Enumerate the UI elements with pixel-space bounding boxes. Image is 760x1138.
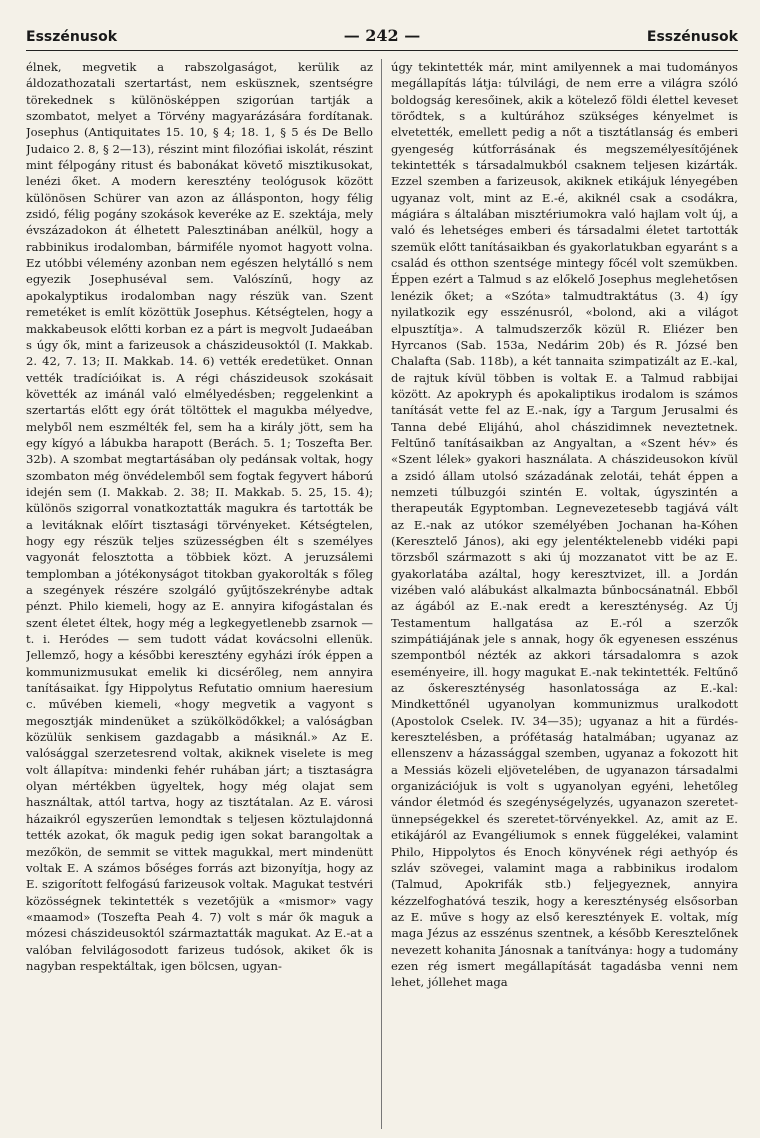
page-number: — 242 — bbox=[343, 26, 421, 45]
two-column-body bbox=[26, 59, 738, 1129]
header-right-title: Esszénusok bbox=[646, 29, 738, 45]
right-column bbox=[382, 59, 738, 1129]
running-header bbox=[26, 26, 738, 48]
left-column bbox=[26, 59, 382, 1129]
right-column-text: úgy tekintették már, mint amilyennek a mai tudományos megállapítás látja: túlvilági, de nem erre a világra szóló boldogság keresőinek, akik a kötelező földi élettel keveset törődtek, s a kultúrához szükséges kényelmet is elvetették, emellett pedig a nőt a tisztátlanság és emberi gyengeség kútforrásának és megszemélyesítőjének tekintették s társadalmukból csaknem teljesen kizárták. Ezzel szemben a farizeusok, akiknek etikájuk lényegében ugyanaz volt, mint az E.-é, akiknél csak a csodákra, mágiára s általában misztériumokra való hajlam volt új, a való és lehetséges emberi és társadalmi életet tartották szemük előtt tanításaikban és gyakorlatukban egyaránt s a család és otthon szentsége mintegy főcél volt szemükben. Éppen ezért a Talmud s az előkelő Josephus meglehetősen lenézik őket; a «Szóta» talmudtraktátus (3. 4) így nyilatkozik egy esszénusról, «bolond, aki a világot elpusztítja». A talmudszerzők közül R. Eliézer ben Hyrcanos (Sab. 153a, Nedárim 20b) és R. Józsé ben Chalafta (Sab. 118b), a két tannaita szimpatizált az E.-kal, de rajtuk kívül többen is voltak E. a Talmud rabbijai között. Az apokryph és apokaliptikus irodalom is számos tanítását vette fel az E.-nak, így a Targum Jerusalmi és Tanna debé Elijáhú, ahol chászidimnek neveztetnek. Feltűnő tanításaikban az Angyaltan, a «Szent hév» és «Szent lélek» gyakori használata. A chászideusokon kívül a zsidó állam utolsó századának zelotái, tehát éppen a nemzeti túlbuzgói szintén E. voltak, úgyszintén a therapeuták Egyptomban. Legnevezetesebb tagjává vált az E.-nak az utókor személyében Jochanan ha-Kóhen (Keresztelő János), aki egy jelentéktelenebb vidéki papi törzsből származott s aki új mozzanatot vitt be az E. gyakorlatába azáltal, hogy keresztvizet, ill. a Jordán vizében való alábukást alkalmazta bűnbocsánatnál. Ebből az ágából az E.-nak eredt a kereszténység. Az Új Testamentum hallgatása az E.-ról a szerzők szimpátiájának jele s annak, hogy ők egyenesen esszénus szempontból nézték az akkori társadalomra s azok eseményeire, ill. hogy magukat E.-nak tekintették. Feltűnő az őskereszténység hasonlatossága az E.-kal: Mindkettőnél ugyanolyan kommunizmus uralkodott (Apostolok Cselek. IV. 34—35); ugyanaz a hit a fürdés-keresztelésben, a prófétaság hatalmában; ugyanaz az ellenszenv a házassággal szemben, ugyanaz a fokozott hit a Messiás közeli eljövetelében, de ugyanazon társadalmi organizációjuk is volt s ugyanolyan egyéni, lehetőleg vándor életmód és szegénységelyzés, ugyanazon szeretet-ünnepségekkel és szeretet-törvényekkel. Az, amit az E. etikájáról az Evangéliumok s ennek függelékei, valamint Philo, Hippolytos és Enoch könyvének régi aethyóp és szláv szövegei, valamint maga a rabbinikus irodalom (Talmud, Apokrifák stb.) feljegyeznek, annyira kézzelfoghatóvá teszik, hogy a kereszténység elsősorban az E. műve s hogy az első keresztények E. voltak, míg maga Jézus az esszénus szentnek, a később Keresztelőnek nevezett kohanita Jánosnak a tanítványa: hogy a tudomány ezen rég ismert megállapítását tagadásba venni nem lehet, jóllehet maga bbox=[391, 60, 738, 990]
header-left-title: Esszénusok bbox=[26, 29, 118, 45]
header-rule bbox=[26, 50, 738, 51]
left-column-text: élnek, megvetik a rabszolgaságot, kerülik az áldozathozatali szertartást, nem esküsznek, szentségre törekednek s különösképpen szigorúan tartják a szombatot, melyet a Törvény magyarázására fordítanak. Josephus (Antiquitates 15. 10, § 4; 18. 1, § 5 és De Bello Judaico 2. 8, § 2—13), részint mint filozófiai iskolát, részint mint félpogány ritust és babonákat követő misztikusokat, lenézi őket. A modern keresztény teológusok között különösen Schürer van azon az állásponton, hogy félig zsidó, félig pogány szokások keveréke az E. szektája, mely évszázadokon át élhetett Palesztinában anélkül, hogy a rabbinikus irodalomban, bármiféle nyomot hagyott volna. Ez utóbbi vélemény azonban nem egészen helytálló s nem egyezik Josephuséval sem. Valószínű, hogy az apokalyptikus irodalomban nagy részük van. Szent remetéket is említ közöttük Josephus. Kétségtelen, hogy a makkabeusok előtti korban ez a párt is megvolt Judaeában s úgy ők, mint a farizeusok a chászideusoktól (I. Makkab. 2. 42, 7. 13; II. Makkab. 14. 6) vették eredetüket. Onnan vették tradícióikat is. A régi chászideusok szokásait követték az imánál való elmélyedésben; reggelenkint a szertartás előtt egy órát töltöttek el magukba mélyedve, melyből nem eszmélték fel, sem ha a király jött, sem ha egy kígyó a lábukba harapott (Berách. 5. 1; Toszefta Ber. 32b). A szombat megtartásában oly pedánsak voltak, hogy szombaton még önvédelemből sem fogtak fegyvert háború idején sem (I. Makkab. 2. 38; II. Makkab. 5. 25, 15. 4); különös szigorral vonatkoztatták magukra és tartották be a levitáknak előírt tisztasági törvényeket. Kétségtelen, hogy egy részük teljes szüzességben élt s személyes vagyonát felosztotta a többiek közt. A jeruzsálemi templomban a jótékonyságot titokban gyakorolták s főleg a szegények részére szolgáló gyűjtőszekrénybe adtak pénzt. Philo kiemeli, hogy az E. annyira kifogástalan és szent életet éltek, hogy még a legkegyetlenebb zsarnok — t. i. Heródes — sem tudott vádat kovácsolni ellenük. Jellemző, hogy a későbbi keresztény egyházi írók éppen a kommunizmusukat emelik ki dicsérőleg, nem annyira tanításaikat. Így Hippolytus Refutatio omnium haeresium c. művében kiemeli, «hogy megvetik a vagyont s megosztják mindenüket a szükölködőkkel; a valóságban közülük senkisem gazdagabb a másiknál.» Az E. valósággal szerzetesrend voltak, akiknek viselete is meg volt állapítva: mindenki fehér ruhában járt; a tisztaságra olyan mértékben ügyeltek, hogy még olajat sem használtak, attól tartva, hogy az tisztátalan. Az E. városi házaikról egyszerűen lemondtak s teljesen köztulajdonná tették azokat, ők maguk pedig igen sokat barangoltak a mezőkön, de semmit se vittek magukkal, mert mindenütt voltak E. A számos bőséges forrás azt bizonyítja, hogy az E. szigorított felfogású farizeusok voltak. Magukat testvéri közösségnek tekintették s vezetőjük a «mismor» vagy «maamod» (Toszefta Peah 4. 7) volt s már ők maguk a mózesi chászideusoktól származtatták magukat. Az E.-at a valóban felvilágosodott farizeus tudósok, akiket ők is nagyban respektáltak, igen bölcsen, ugyan- bbox=[26, 60, 373, 973]
